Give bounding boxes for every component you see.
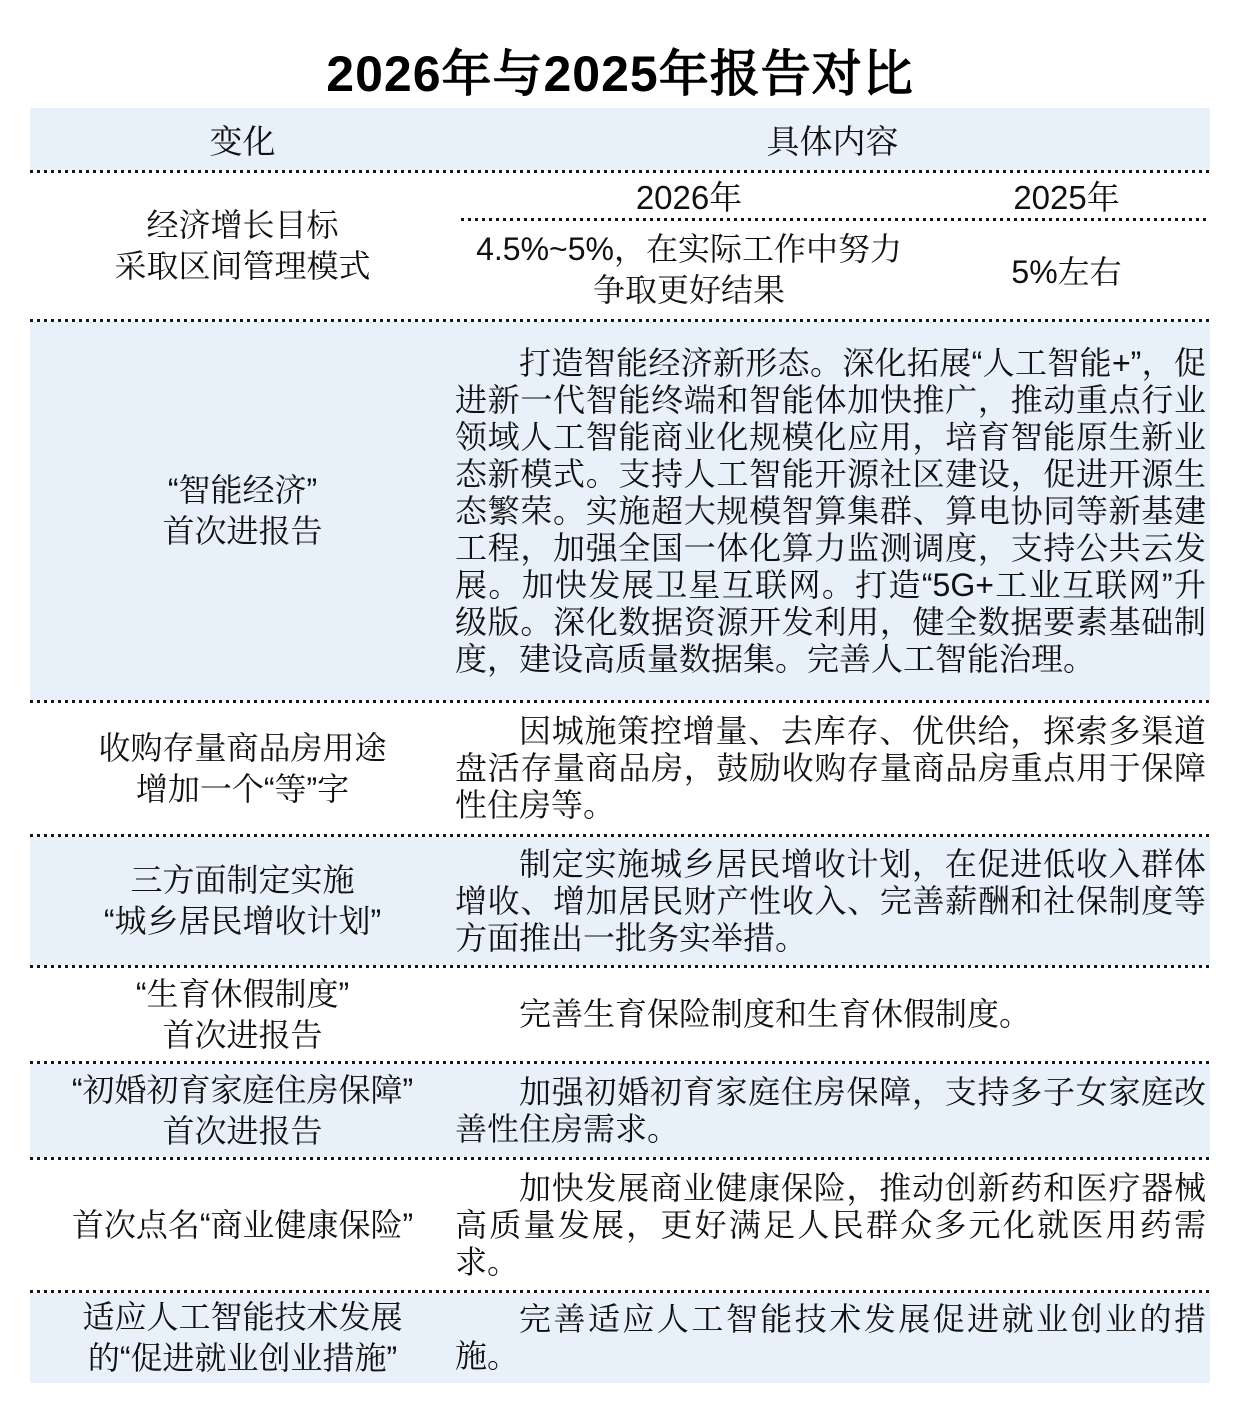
header-change: 变化 (209, 122, 276, 160)
row-label-line: “智能经济” (167, 472, 318, 508)
row-content (455, 322, 1210, 700)
row-content (455, 1160, 1210, 1290)
table-row-housing-stock (30, 703, 1210, 834)
row-label-line: 首次点名“商业健康保险” (71, 1206, 414, 1243)
row-label (30, 837, 455, 965)
page-title: 2026年与2025年报告对比 (326, 46, 914, 102)
subheader-2025: 2025年 (1013, 179, 1120, 216)
row-label (30, 173, 455, 319)
row-label-line: 的“促进就业创业措施” (87, 1340, 398, 1376)
row-label (30, 322, 455, 700)
row-label-line: 三方面制定实施 (130, 862, 355, 898)
table-row-smart-economy (30, 322, 1210, 700)
row-label-line: “初婚初育家庭住房保障” (71, 1071, 414, 1108)
table-row-income-plan (30, 837, 1210, 965)
row-content-text: 完善适应人工智能技术发展促进就业创业的措施。 (455, 1301, 1206, 1374)
row-content-text: 制定实施城乡居民增收计划，在促进低收入群体增收、增加居民财产性收入、完善薪酬和社保制度等方面推出一批务实举措。 (455, 845, 1206, 956)
row-label (30, 703, 455, 834)
row-content (455, 1293, 1210, 1383)
table-row-employment-measures (30, 1293, 1210, 1383)
row-label (30, 1160, 455, 1290)
year-subheaders (455, 173, 1210, 218)
row-content (455, 837, 1210, 965)
table-row-birth-leave (30, 968, 1210, 1061)
table-row-health-insurance (30, 1160, 1210, 1290)
row-label-line: 采取区间管理模式 (114, 248, 371, 284)
comparison-table (30, 108, 1210, 1383)
table-row-first-marriage-housing (30, 1064, 1210, 1157)
row-label-line: 收购存量商品房用途 (98, 729, 387, 766)
row-label-line: 经济增长目标 (146, 207, 339, 243)
row-label-line: 首次进报告 (162, 513, 323, 549)
row-content-text: 完善生育保险制度和生育休假制度。 (519, 996, 1032, 1032)
header-detail: 具体内容 (766, 122, 899, 160)
row-label (30, 968, 455, 1061)
table-row-growth-target (30, 173, 1210, 319)
value-2025: 5%左右 (1011, 254, 1122, 290)
subheader-2026: 2026年 (635, 179, 743, 216)
row-content-text: 加快发展商业健康保险，推动创新药和医疗器械高质量发展，更好满足人民群众多元化就医用药需求。 (455, 1169, 1206, 1280)
row-label-line: “城乡居民增收计划” (103, 903, 382, 939)
row-label (30, 1293, 455, 1383)
row-label-line: 首次进报告 (162, 1016, 323, 1053)
row-content (455, 1064, 1210, 1157)
row-label (30, 1064, 455, 1157)
table-header-row (30, 108, 1210, 170)
row-label-line: 首次进报告 (162, 1112, 323, 1149)
year-values (455, 221, 1210, 319)
value-2026: 4.5%~5%，在实际工作中努力争取更好结果 (476, 231, 902, 308)
row-content (455, 703, 1210, 834)
row-label-line: 适应人工智能技术发展 (82, 1299, 403, 1335)
row-content (455, 968, 1210, 1061)
row-content (455, 173, 1210, 319)
row-content-text: 打造智能经济新形态。深化拓展“人工智能+”，促进新一代智能终端和智能体加快推广，推动重点行业领域人工智能商业化规模化应用，培育智能原生新业态新模式。支持人工智能开源社区建设，促进开源生态繁荣。实施超大规模智算集群、算电协同等新基建工程，加强全国一体化算力监测调度，支持公共云发展。加快发展卫星互联网。打造“5G+工业互联网”升级版。深化数据资源开发利用，健全数据要素基础制度，建设高质量数据集。完善人工智能治理。 (455, 344, 1206, 677)
row-content-text: 加强初婚初育家庭住房保障，支持多子女家庭改善性住房需求。 (455, 1073, 1206, 1147)
row-content-text: 因城施策控增量、去库存、优供给，探索多渠道盘活存量商品房，鼓励收购存量商品房重点用于保障性住房等。 (455, 713, 1206, 823)
row-label-line: “生育休假制度” (135, 975, 350, 1012)
row-label-line: 增加一个“等”字 (135, 770, 350, 807)
